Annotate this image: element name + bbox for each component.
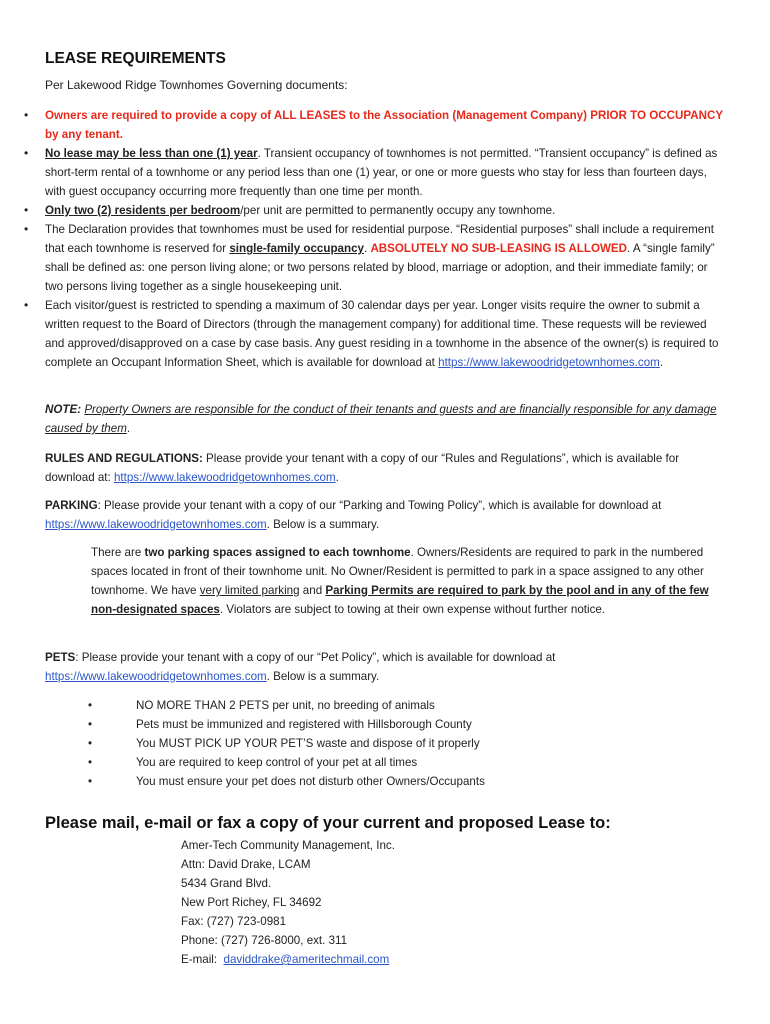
- declaration-text: The Declaration provides that townhomes must be used for residential purpose. “Residential purposes” shall include a requirement that each townhome is reserved for: [45, 223, 714, 255]
- list-item: • You must ensure your pet does not disturb other Owners/Occupants: [88, 772, 485, 791]
- requirements-list: [24, 106, 724, 372]
- parking-summary-text: There are: [91, 546, 145, 559]
- pets-end: . Below is a summary.: [266, 670, 380, 683]
- lease-copy-requirement: Owners are required to provide a copy of ALL LEASES to the Association (Management Company) PRIOR TO OCCUPANCY by any tenant.: [45, 109, 723, 141]
- parking-summary-text: and: [299, 584, 326, 597]
- pet-rules-list: [88, 696, 485, 791]
- list-item: • You are required to keep control of your pet at all times: [88, 753, 485, 772]
- page-subtitle: Per Lakewood Ridge Townhomes Governing documents:: [45, 78, 348, 92]
- address-line: Attn: David Drake, LCAM: [181, 858, 311, 871]
- parking-summary-text: . Violators are subject to towing at their own expense without further notice.: [219, 603, 606, 616]
- address-line: 5434 Grand Blvd.: [181, 877, 272, 890]
- declaration-period: .: [363, 242, 371, 255]
- limited-parking: very limited parking: [199, 584, 300, 597]
- pets-website-link[interactable]: https://www.lakewoodridgetownhomes.com: [45, 670, 267, 683]
- list-item: • Pets must be immunized and registered with Hillsborough County: [88, 715, 485, 734]
- list-item: [24, 144, 724, 201]
- residents-per-bedroom: Only two (2) residents per bedroom: [45, 204, 241, 217]
- email-link[interactable]: daviddrake@ameritechmail.com: [223, 953, 390, 966]
- parking-summary-text: . Owners/Residents are required to park in the numbered spaces located in front of their townhome unit. No Owner/Resident is permitted to park in a space assigned to any other townhome. We have: [91, 546, 704, 597]
- website-link[interactable]: https://www.lakewoodridgetownhomes.com: [438, 356, 660, 369]
- parking-website-link[interactable]: https://www.lakewoodridgetownhomes.com: [45, 518, 267, 531]
- single-family-occupancy: single-family occupancy: [229, 242, 364, 255]
- mailing-address: [181, 836, 395, 969]
- address-line: New Port Richey, FL 34692: [181, 896, 322, 909]
- address-line: Amer-Tech Community Management, Inc.: [181, 839, 395, 852]
- pets-paragraph: [45, 648, 727, 686]
- note-label: NOTE:: [45, 403, 82, 416]
- list-item: [24, 296, 724, 372]
- pets-label: PETS: [45, 651, 76, 664]
- residents-text: /per unit are permitted to permanently occupy any townhome.: [240, 204, 556, 217]
- guest-policy-text: Each visitor/guest is restricted to spending a maximum of 30 calendar days per year. Longer visits require the owner to submit a written request to the Board of Directors (through the management company) for additional time. These requests will be reviewed and approved/disapproved on a case by case basis. Any guest residing in a townhome in the absence of the owner(s) is required to complete an Occupant Information Sheet, which is available for download at: [45, 299, 719, 369]
- parking-text: : Please provide your tenant with a copy of our “Parking and Towing Policy”, which is available for download at: [97, 499, 662, 512]
- note-text: Property Owners are responsible for the conduct of their tenants and guests and are financially responsible for any damage caused by them: [45, 403, 717, 435]
- list-item: • NO MORE THAN 2 PETS per unit, no breeding of animals: [88, 696, 485, 715]
- parking-permits-note: Parking Permits are required to park by the pool and in any of the few non-designated spaces: [91, 584, 709, 616]
- rules-website-link[interactable]: https://www.lakewoodridgetownhomes.com: [113, 471, 336, 484]
- email-line: [181, 950, 395, 969]
- min-lease-term: No lease may be less than one (1) year: [45, 147, 258, 160]
- rules-paragraph: [45, 449, 727, 487]
- parking-label: PARKING: [45, 499, 98, 512]
- pets-text: : Please provide your tenant with a copy of our “Pet Policy”, which is available for download at: [75, 651, 556, 664]
- parking-paragraph: [45, 496, 727, 534]
- list-item: [24, 106, 724, 144]
- rules-text: Please provide your tenant with a copy of our “Rules and Regulations”, which is available for download at:: [45, 452, 680, 484]
- phone-line: Phone: (727) 726-8000, ext. 311: [181, 934, 348, 947]
- note-end: .: [126, 422, 131, 435]
- rules-label: RULES AND REGULATIONS:: [45, 452, 203, 465]
- guest-policy-end: .: [659, 356, 664, 369]
- transient-text: . Transient occupancy of townhomes is not permitted. “Transient occupancy” is defined as short-term rental of a townhome or any period less than one (1) year, or one or more guests who stay for less than fourteen days, with guest occupancy occurring more frequently than one time per month.: [45, 147, 718, 198]
- parking-end: . Below is a summary.: [266, 518, 380, 531]
- two-spaces-note: two parking spaces assigned to each townhome: [144, 546, 411, 559]
- email-label: E-mail:: [181, 953, 224, 966]
- no-subleasing-warning: ABSOLUTELY NO SUB-LEASING IS ALLOWED: [370, 242, 628, 255]
- single-family-definition: . A “single family” shall be defined as: one person living alone; or two persons related by blood, marriage or adoption, and their immediate family; or two persons living together as a single housekeeping unit.: [45, 242, 715, 293]
- list-item: [24, 201, 724, 220]
- fax-line: Fax: (727) 723-0981: [181, 915, 287, 928]
- rules-end: .: [335, 471, 339, 484]
- page-title: LEASE REQUIREMENTS: [45, 50, 226, 67]
- note-paragraph: [45, 400, 727, 438]
- mail-heading: Please mail, e-mail or fax a copy of your current and proposed Lease to:: [45, 814, 611, 832]
- list-item: [24, 220, 724, 296]
- parking-summary: [91, 543, 721, 619]
- list-item: • You MUST PICK UP YOUR PET’S waste and dispose of it properly: [88, 734, 485, 753]
